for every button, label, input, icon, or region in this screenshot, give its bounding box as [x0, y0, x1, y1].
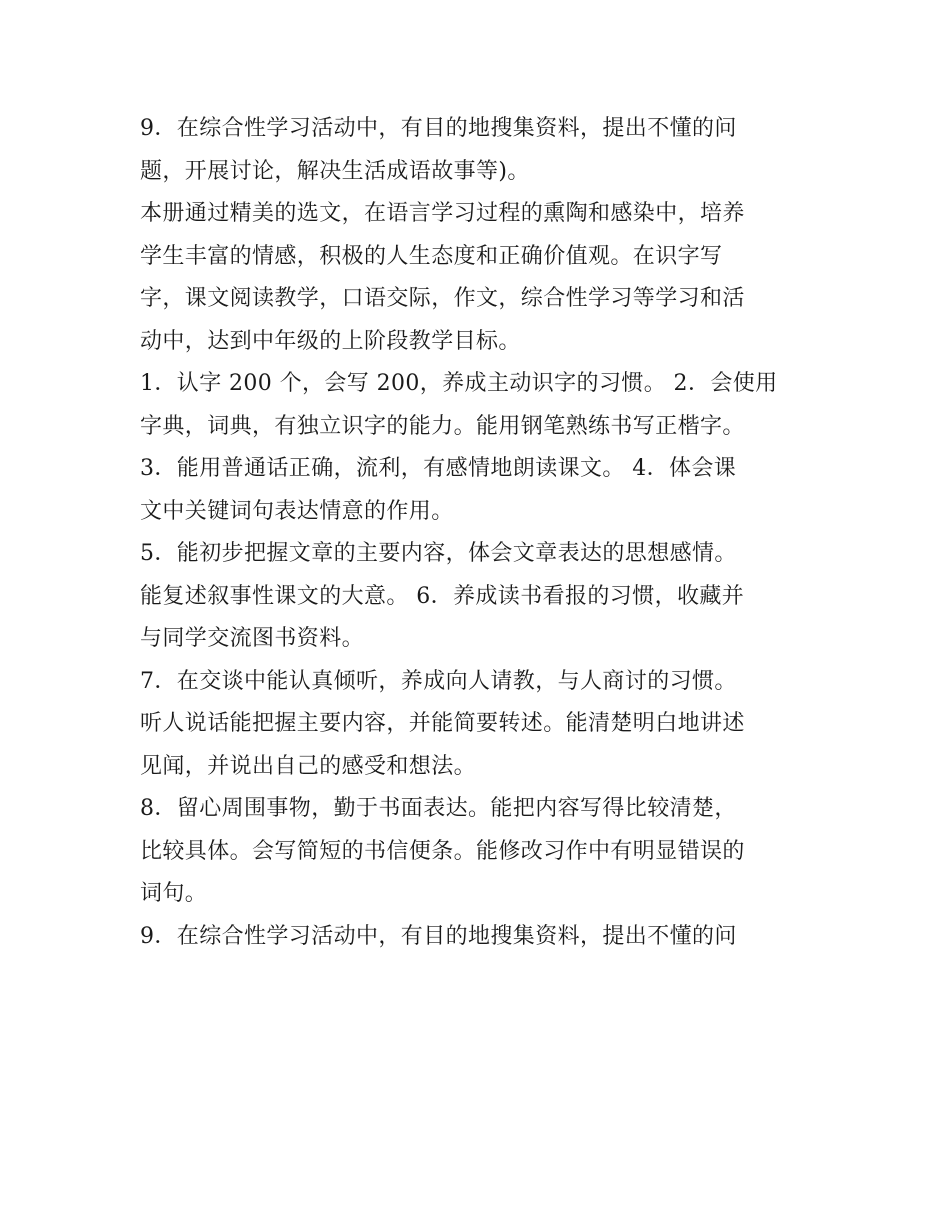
text-line: 能复述叙事性课文的大意。 6．养成读书看报的习惯，收藏并 [140, 583, 745, 609]
text-line: 8．留心周围事物，勤于书面表达。能把内容写得比较清楚， [140, 796, 737, 821]
text-line: 动中，达到中年级的上阶段教学目标。 [140, 328, 521, 354]
text-line: 7．在交谈中能认真倾听，养成向人请教，与人商讨的习惯。 [140, 668, 737, 694]
text-line: 与同学交流图书资料。 [140, 626, 365, 651]
document-body [140, 108, 820, 958]
text-line: 听人说话能把握主要内容，并能简要转述。能清楚明白地讲述 [140, 711, 745, 736]
text-line: 见闻，并说出自己的感受和想法。 [140, 753, 477, 779]
text-line: 词句。 [140, 881, 208, 906]
text-line: 9．在综合性学习活动中，有目的地搜集资料，提出不懂的问 [140, 116, 737, 141]
text-line: 9．在综合性学习活动中，有目的地搜集资料，提出不懂的问 [140, 923, 737, 949]
text-line: 字典，词典，有独立识字的能力。能用钢笔熟练书写正楷字。 [140, 413, 745, 439]
text-line: 字，课文阅读教学，口语交际，作文，综合性学习等学习和活 [140, 286, 745, 311]
text-line: 学生丰富的情感，积极的人生态度和正确价值观。在识字写 [140, 243, 723, 269]
text-line: 题，开展讨论，解决生活成语故事等)。 [140, 158, 530, 184]
text-line: 比较具体。会写简短的书信便条。能修改习作中有明显错误的 [140, 838, 745, 864]
text-line: 文中关键词句表达情意的作用。 [140, 498, 454, 524]
text-line: 1．认字 200 个，会写 200，养成主动识字的习惯。 2．会使用 [140, 371, 778, 396]
text-line: 5．能初步把握文章的主要内容，体会文章表达的思想感情。 [140, 541, 737, 566]
text-line: 3．能用普通话正确，流利，有感情地朗读课文。 4．体会课 [140, 456, 737, 481]
text-line: 本册通过精美的选文，在语言学习过程的熏陶和感染中，培养 [140, 201, 745, 226]
